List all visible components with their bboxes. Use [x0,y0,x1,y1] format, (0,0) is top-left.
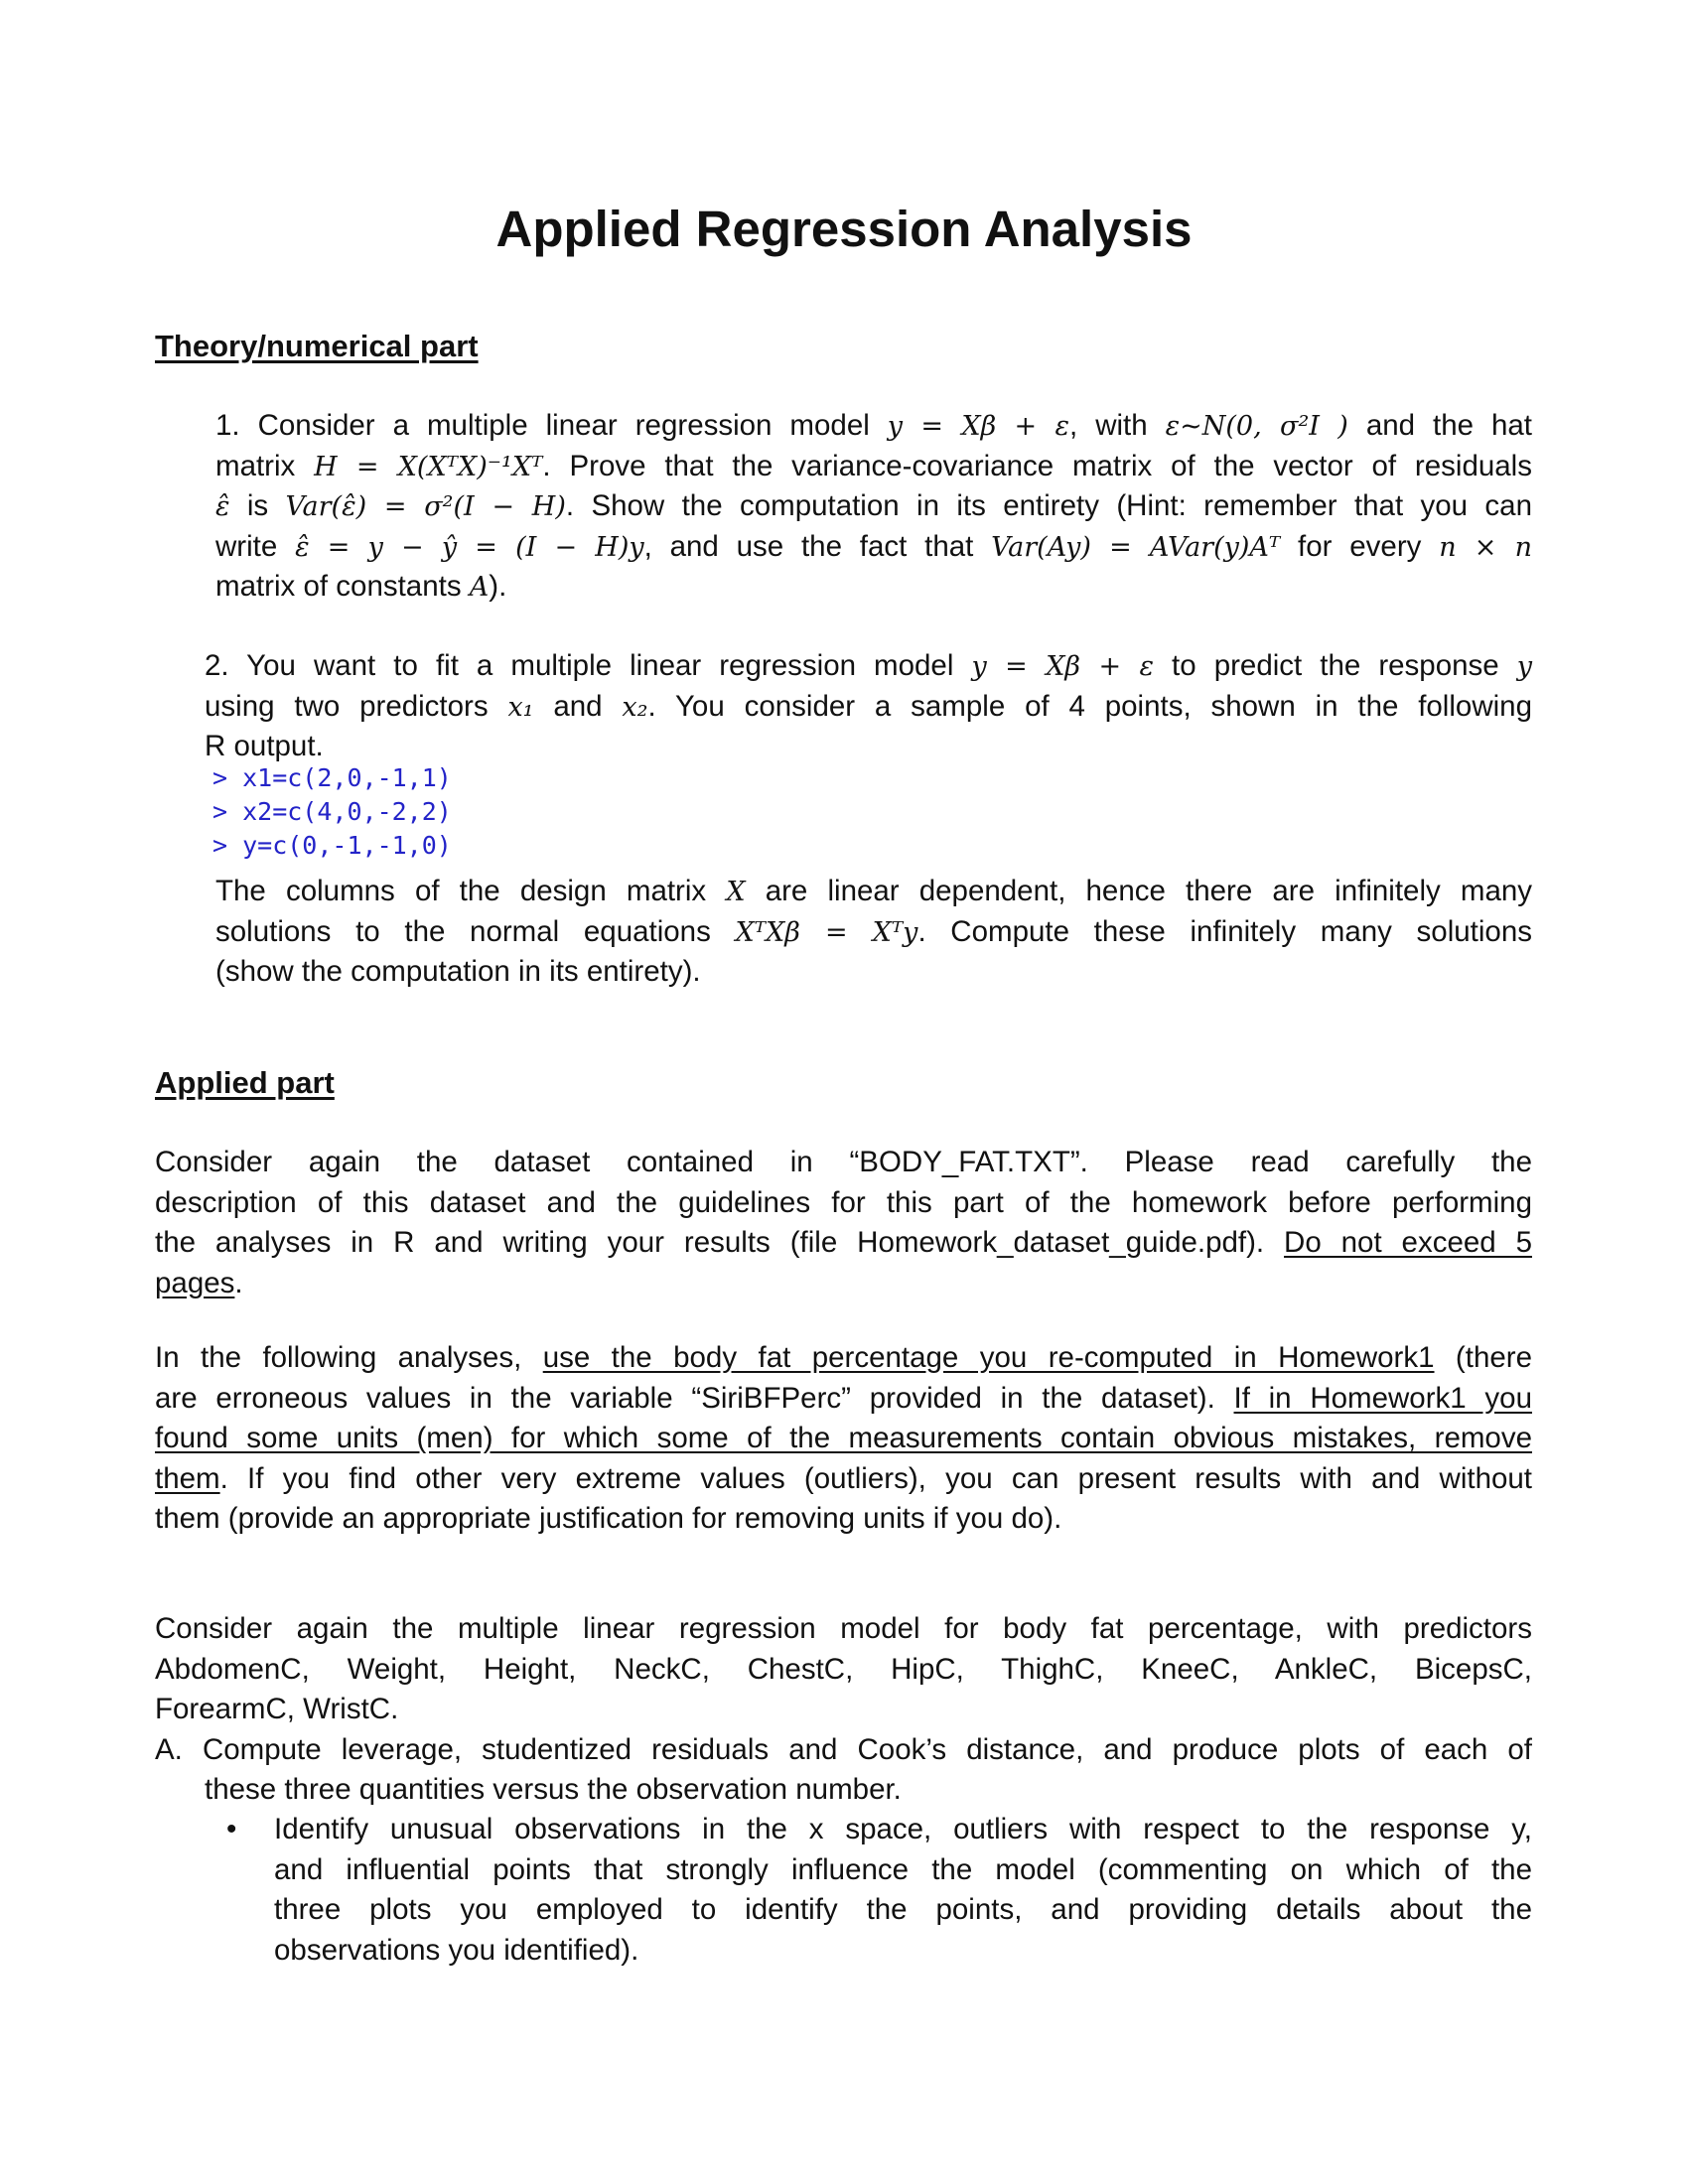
task-a-continued [205,1770,1532,1811]
math-expression: Var(ε̂) = σ²(I − H) [285,491,566,522]
question-2-continued [215,872,1532,993]
text-segment: and influential points that strongly influence the model (commenting on which of the [274,1852,1532,1886]
text-line [155,1730,1532,1771]
text-line [155,1419,1532,1459]
text-segment: Consider again the multiple linear regression model for body fat percentage, with predictors [155,1612,1532,1645]
underlined-text: If in Homework1 you [1233,1381,1532,1415]
underlined-text: Do not exceed 5 [1284,1226,1532,1259]
text-segment: for every [1280,529,1440,563]
r-code-line: > x1=c(2,0,-1,1) [212,763,452,792]
text-segment: Consider again the dataset contained in “BODY_FAT.TXT”. Please read carefully the [155,1146,1532,1178]
text-line [155,1459,1532,1500]
math-expression: n × n [1439,531,1532,563]
text-line [205,1770,1532,1811]
task-a-bullet [274,1810,1532,1971]
text-segment: . If you find other very extreme values (outliers), you can present results with and without [219,1461,1532,1495]
document-title: Applied Regression Analysis [495,201,1193,257]
math-expression: XᵀXβ = Xᵀy [735,916,918,948]
bullet-icon: • [226,1813,237,1845]
text-line [274,1850,1532,1891]
text-line [215,567,1532,608]
text-segment: and the hat [1347,409,1532,442]
task-a [155,1730,1532,1771]
text-segment: . Compute these infinitely many solutions [917,914,1532,948]
underlined-text: them [155,1461,220,1495]
section-heading-applied: Applied part [155,1065,335,1100]
text-segment: matrix of constants [215,570,470,603]
text-line [155,1264,1532,1304]
text-segment: is [229,489,286,522]
text-segment: (there [1434,1341,1532,1374]
text-segment: . Prove that the variance-covariance matrix of the vector of residuals [542,449,1532,482]
text-line [155,1379,1532,1420]
text-line [155,1143,1532,1183]
section-heading-theory: Theory/numerical part [155,329,479,363]
text-segment: write [215,529,296,563]
text-segment: ). [489,570,507,603]
text-line [155,1223,1532,1264]
underlined-text: found some units (men) for which some of the measurements contain obvious mistakes, remove [155,1422,1532,1454]
math-expression: Var(Ay) = AVar(y)Aᵀ [991,531,1281,563]
underlined-text: pages [155,1266,235,1299]
text-line [155,1650,1532,1691]
text-segment: ForearmC, WristC. [155,1693,399,1725]
text-segment: using two predictors [205,689,508,723]
text-segment: . [234,1266,243,1299]
text-line [274,1931,1532,1972]
math-expression: ε̂ = y − ŷ = (I − H)y [295,531,644,563]
math-expression: x₂ [622,691,648,723]
text-segment: A. Compute leverage, studentized residuals and Cook’s distance, and produce plots of each of [155,1733,1532,1766]
text-segment: observations you identified). [274,1933,639,1967]
math-expression: y = Xβ + ε [887,411,1070,442]
underlined-text: use the body fat percentage you re-computed in Homework1 [542,1341,1435,1374]
r-code-line: > y=c(0,-1,-1,0) [212,831,452,860]
text-segment: description of this dataset and the guidelines for this part of the homework before performing [155,1185,1532,1219]
applied-paragraph-dataset [155,1143,1532,1303]
math-expression: y = Xβ + ε [971,651,1154,682]
text-segment: Identify unusual observations in the x space, outliers with respect to the response y, [274,1813,1532,1845]
text-line [205,687,1532,728]
text-segment: to predict the response [1154,649,1517,682]
text-segment: The columns of the design matrix [215,875,727,907]
text-segment: three plots you employed to identify the points, and providing details about the [274,1893,1532,1926]
text-segment: , with [1069,409,1166,442]
math-expression: ε~N(0, σ²I ) [1165,411,1348,442]
text-line [155,1338,1532,1379]
text-segment: matrix [215,449,315,482]
text-segment: them (provide an appropriate justification for removing units if you do). [155,1502,1062,1535]
applied-paragraph-instructions [155,1338,1532,1540]
question-1 [215,406,1532,608]
text-line [215,952,1532,993]
text-segment: are erroneous values in the variable “SiriBFPerc” provided in the dataset). [155,1381,1234,1415]
math-expression: ε̂ [215,491,230,522]
r-code-line: > x2=c(4,0,-2,2) [212,797,452,826]
text-segment: 2. You want to fit a multiple linear regression model [205,649,972,682]
text-segment: are linear dependent, hence there are infinitely many [745,875,1533,907]
text-line [215,872,1532,912]
text-segment: . You consider a sample of 4 points, shown in the following [647,689,1532,723]
math-expression: A [469,572,490,603]
applied-paragraph-model [155,1609,1532,1730]
text-line [215,486,1532,527]
question-2 [205,646,1532,767]
text-segment: , and use the fact that [643,529,992,563]
text-line [155,1609,1532,1650]
math-expression: y [1516,651,1532,682]
text-segment: the analyses in R and writing your results (file Homework_dataset_guide.pdf). [155,1226,1285,1259]
text-segment: R output. [205,730,324,762]
text-segment: . Show the computation in its entirety (Hint: remember that you can [565,489,1532,522]
text-line [155,1499,1532,1540]
text-segment: (show the computation in its entirety). [215,955,701,988]
text-line [215,527,1532,568]
text-segment: 1. Consider a multiple linear regression model [215,409,888,442]
text-segment: In the following analyses, [155,1341,543,1374]
text-line [205,646,1532,687]
text-line [155,1183,1532,1224]
text-segment: solutions to the normal equations [215,914,736,948]
text-line [215,406,1532,447]
text-line [274,1810,1532,1850]
text-line [155,1690,1532,1730]
math-expression: x₁ [507,691,534,723]
text-segment: these three quantities versus the observation number. [205,1773,902,1806]
math-expression: X [726,877,746,907]
math-expression: H = X(XᵀX)⁻¹Xᵀ [314,451,543,482]
text-line [215,447,1532,487]
text-segment: AbdomenC, Weight, Height, NeckC, ChestC, HipC, ThighC, KneeC, AnkleC, BicepsC, [155,1652,1532,1686]
text-segment: and [533,689,623,723]
text-line [215,912,1532,953]
text-line [274,1890,1532,1931]
